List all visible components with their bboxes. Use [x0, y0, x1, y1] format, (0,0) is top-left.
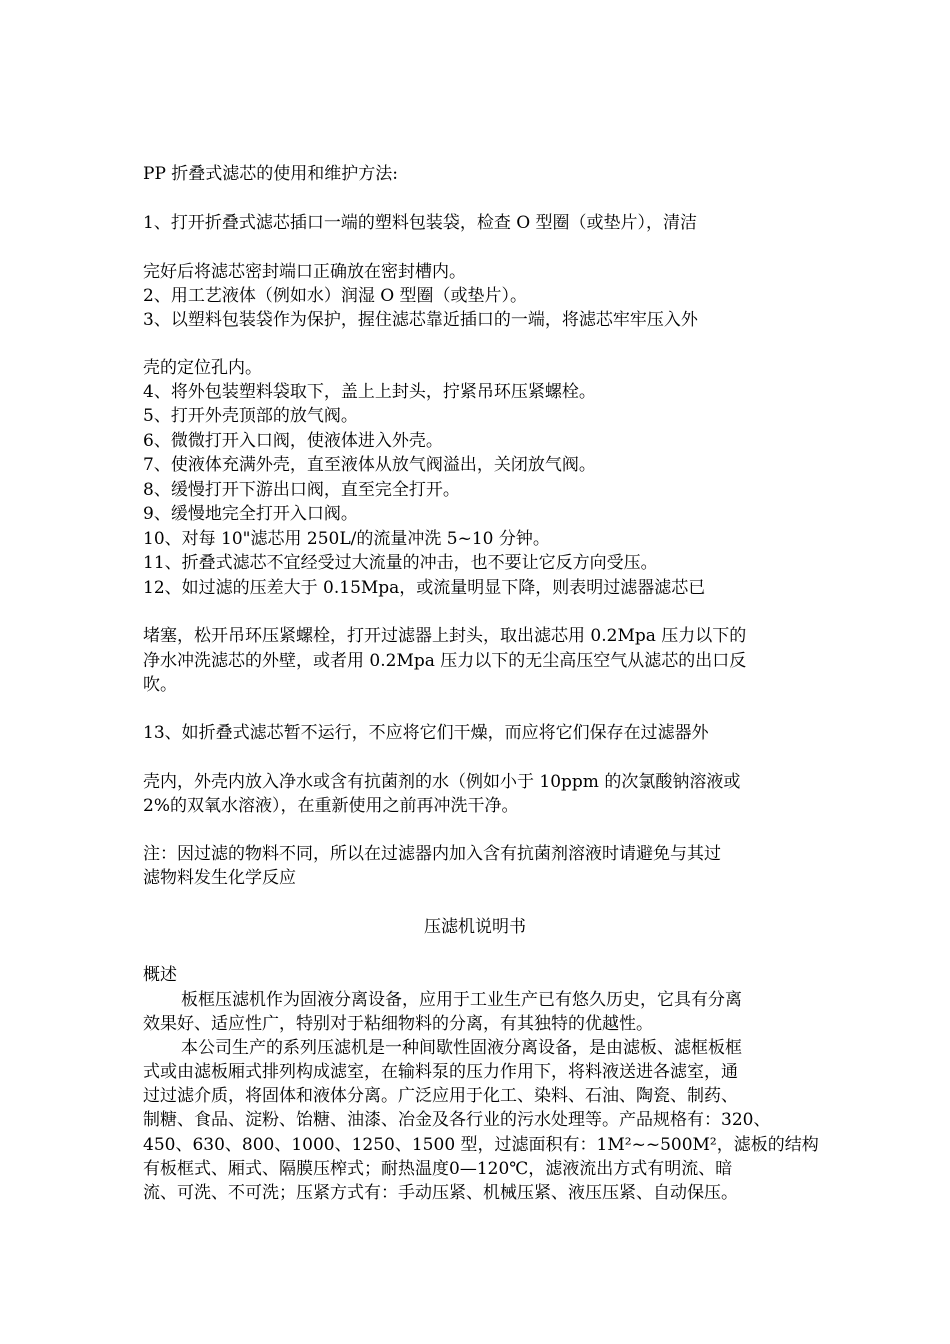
paragraph-2-line-5: 450、630、800、1000、1250、1500 型，过滤面积有：1M²~~500M²，滤板的结构 — [143, 1135, 819, 1155]
paragraph-2-line-4: 制糖、食品、淀粉、饴糖、油漆、冶金及各行业的污水处理等。产品规格有：320、 — [143, 1110, 771, 1130]
paragraph-2-line-3: 过过滤介质，将固体和液体分离。广泛应用于化工、染料、石油、陶瓷、制药、 — [143, 1086, 738, 1106]
step-10: 10、对每 10"滤芯用 250L/的流量冲洗 5~10 分钟。 — [143, 529, 550, 549]
step-1-line-1: 1、打开折叠式滤芯插口一端的塑料包装袋，检查 O 型圈（或垫片），清洁 — [143, 213, 698, 233]
paragraph-2-line-1: 本公司生产的系列压滤机是一种间歇性固液分离设备，是由滤板、滤框板框 — [181, 1038, 742, 1058]
paragraph-1-line-2: 效果好、适应性广，特别对于粘细物料的分离，有其独特的优越性。 — [143, 1014, 653, 1034]
step-11: 11、折叠式滤芯不宜经受过大流量的冲击，也不要让它反方向受压。 — [143, 553, 658, 573]
section-title-press: 压滤机说明书 — [424, 917, 526, 937]
step-8: 8、缓慢打开下游出口阀，直至完全打开。 — [143, 480, 460, 500]
overview-heading: 概述 — [143, 965, 177, 985]
step-3-line-1: 3、以塑料包装袋作为保护，握住滤芯靠近插口的一端，将滤芯牢牢压入外 — [143, 310, 698, 330]
step-5: 5、打开外壳顶部的放气阀。 — [143, 406, 358, 426]
step-1-line-2: 完好后将滤芯密封端口正确放在密封槽内。 — [143, 262, 466, 282]
step-12-line-4: 吹。 — [143, 675, 177, 695]
step-4: 4、将外包装塑料袋取下，盖上上封头，拧紧吊环压紧螺栓。 — [143, 382, 596, 402]
note-line-1: 注：因过滤的物料不同，所以在过滤器内加入含有抗菌剂溶液时请避免与其过 — [143, 844, 721, 864]
step-6: 6、微微打开入口阀，使液体进入外壳。 — [143, 431, 443, 451]
section-title-filter: PP 折叠式滤芯的使用和维护方法: — [143, 164, 399, 184]
step-13-line-1: 13、如折叠式滤芯暂不运行，不应将它们干燥，而应将它们保存在过滤器外 — [143, 723, 709, 743]
paragraph-2-line-2: 式或由滤板厢式排列构成滤室，在输料泵的压力作用下，将料液送进各滤室，通 — [143, 1062, 738, 1082]
step-12-line-2: 堵塞，松开吊环压紧螺栓，打开过滤器上封头，取出滤芯用 0.2Mpa 压力以下的 — [143, 626, 747, 646]
note-line-2: 滤物料发生化学反应 — [143, 868, 296, 888]
step-13-line-3: 2%的双氧水溶液），在重新使用之前再冲洗干净。 — [143, 796, 519, 816]
step-9: 9、缓慢地完全打开入口阀。 — [143, 504, 358, 524]
step-7: 7、使液体充满外壳，直至液体从放气阀溢出，关闭放气阀。 — [143, 455, 596, 475]
paragraph-2-line-6: 有板框式、厢式、隔膜压榨式；耐热温度0—120℃，滤液流出方式有明流、暗 — [143, 1159, 733, 1179]
paragraph-1-line-1: 板框压滤机作为固液分离设备，应用于工业生产已有悠久历史，它具有分离 — [181, 990, 742, 1010]
step-12-line-3: 净水冲洗滤芯的外壁，或者用 0.2Mpa 压力以下的无尘高压空气从滤芯的出口反 — [143, 651, 747, 671]
step-2: 2、用工艺液体（例如水）润湿 O 型圈（或垫片）。 — [143, 286, 528, 306]
paragraph-2-line-7: 流、可洗、不可洗；压紧方式有：手动压紧、机械压紧、液压压紧、自动保压。 — [143, 1183, 738, 1203]
step-13-line-2: 壳内，外壳内放入净水或含有抗菌剂的水（例如小于 10ppm 的次氯酸钠溶液或 — [143, 772, 741, 792]
step-3-line-2: 壳的定位孔内。 — [143, 358, 262, 378]
step-12-line-1: 12、如过滤的压差大于 0.15Mpa，或流量明显下降，则表明过滤器滤芯已 — [143, 578, 706, 598]
